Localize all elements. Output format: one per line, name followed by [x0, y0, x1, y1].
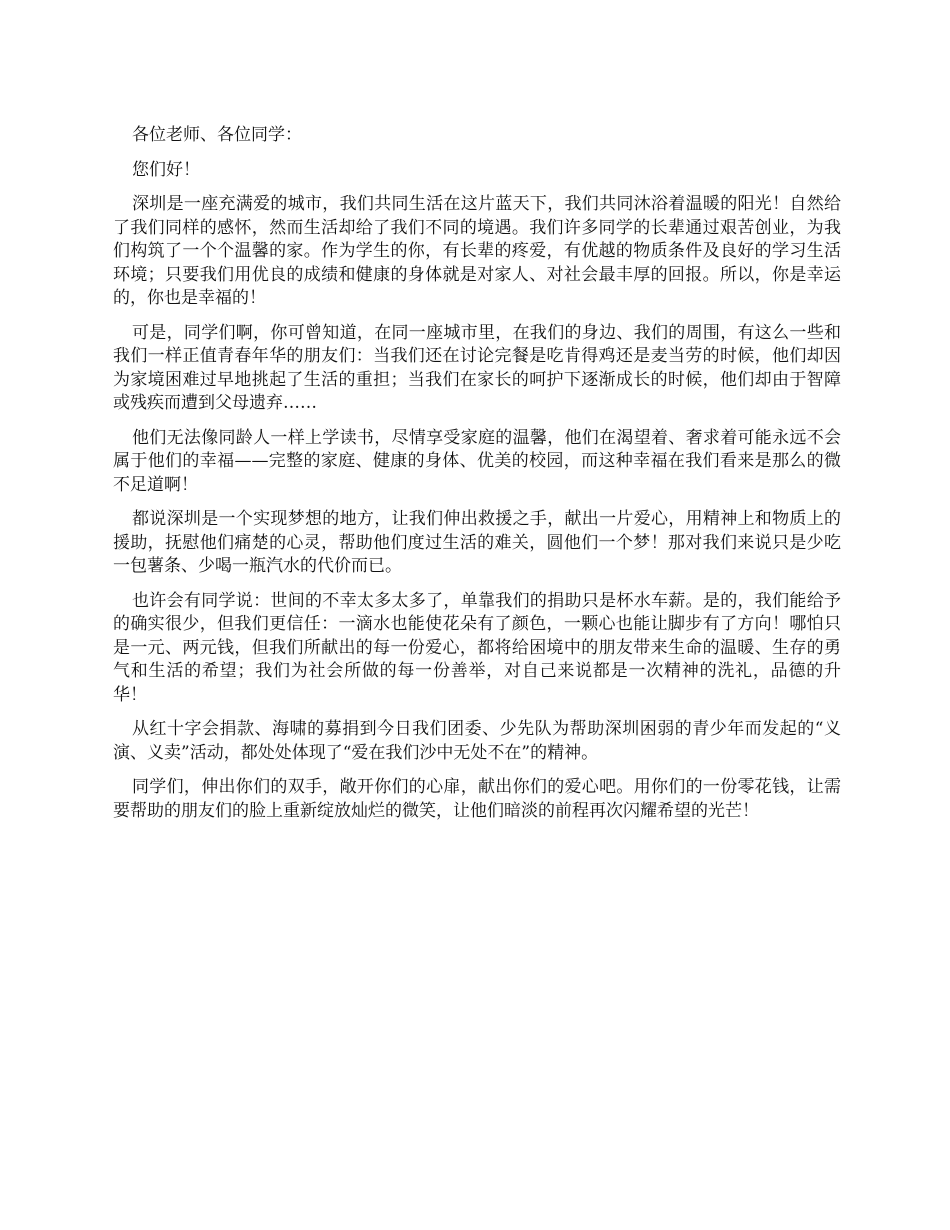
salutation: 各位老师、各位同学： — [132, 125, 302, 145]
greeting: 您们好！ — [132, 159, 200, 180]
speech-body — [113, 124, 841, 834]
paragraph-peers-hardship: 可是，同学们啊，你可曾知道，在同一座城市里，在我们的身边、我们的周围，有这么一些和我们一样正值青春年华的朋友们：当我们还在讨论完餐是吃肯得鸡还是麦当劳的时候，他们却因为家境困难过早地挑起了生活的重担；当我们在家长的呵护下逐渐成长的时候，他们却由于智障或残疾而遭到父母遗弃…… — [113, 322, 841, 413]
paragraph-every-drop-counts: 也许会有同学说：世间的不幸太多太多了，单靠我们的捐助只是杯水车薪。是的，我们能给予的确实很少，但我们更信任：一滴水也能使花朵有了颜色，一颗心也能让脚步有了方向！哪怕只是一元、两元钱，但我们所献出的每一份爱心，都将给困境中的朋友带来生命的温暖、生存的勇气和生活的希望；我们为社会所做的每一份善举，对自己来说都是一次精神的洗礼，品德的升华！ — [113, 590, 841, 705]
paragraph-closing-call: 同学们，伸出你们的双手，敞开你们的心扉，献出你们的爱心吧。用你们的一份零花钱，让需要帮助的朋友们的脸上重新绽放灿烂的微笑，让他们暗淡的前程再次闪耀希望的光芒！ — [113, 777, 841, 821]
paragraph-unreachable-happiness: 他们无法像同龄人一样上学读书，尽情享受家庭的温馨，他们在渴望着、奢求着可能永远不会属于他们的幸福——完整的家庭、健康的身体、优美的校园，而这种幸福在我们看来是那么的微不足道啊！ — [113, 427, 841, 495]
paragraph-charity-activities: 从红十字会捐款、海啸的募捐到今日我们团委、少先队为帮助深圳困弱的青少年而发起的“义演、义卖”活动，都处处体现了“爱在我们沙中无处不在”的精神。 — [113, 719, 841, 763]
paragraph-shenzhen-love: 深圳是一座充满爱的城市，我们共同生活在这片蓝天下，我们共同沐浴着温暖的阳光！自然给了我们同样的感怀，然而生活却给了我们不同的境遇。我们许多同学的长辈通过艰苦创业，为我们构筑了一个个温馨的家。作为学生的你，有长辈的疼爱，有优越的物质条件及良好的学习生活环境；只要我们用优良的成绩和健康的身体就是对家人、对社会最丰厚的回报。所以，你是幸运的，你也是幸福的！ — [113, 194, 841, 308]
paragraph-helping-hand: 都说深圳是一个实现梦想的地方，让我们伸出救援之手，献出一片爱心，用精神上和物质上的援助，抚慰他们痛楚的心灵，帮助他们度过生活的难关，圆他们一个梦！那对我们来说只是少吃一包薯条、少喝一瓶汽水的代价而已。 — [113, 509, 841, 576]
